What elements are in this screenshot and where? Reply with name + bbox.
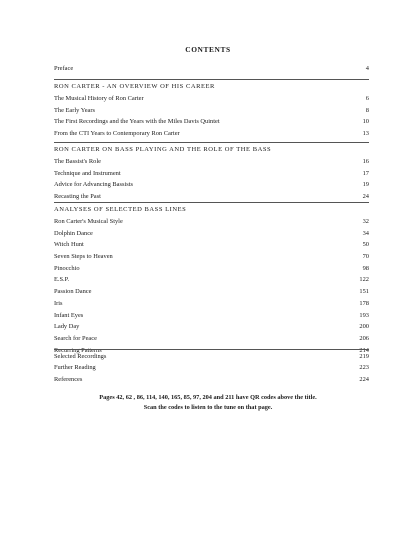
section-divider [54,79,369,80]
entry-title: Further Reading [54,364,96,372]
toc-entry [54,216,369,228]
toc-appendix [54,349,369,386]
entry-page: 6 [365,95,369,102]
section-heading: RON CARTER - AN OVERVIEW OF HIS CAREER [54,83,215,90]
entry-page: 70 [362,253,369,261]
note-line: Scan the codes to listen to the tune on that page. [143,403,273,411]
entry-title: From the CTI Years to Contemporary Ron Carter [54,130,180,138]
toc-entry [54,351,369,363]
toc-entry [54,128,369,140]
entry-page: 50 [362,241,369,249]
qr-code-note [0,393,416,412]
toc-entry [54,310,369,322]
entry-title: Iris [54,299,63,307]
toc-entry [54,228,369,240]
toc-entry [54,263,369,275]
entry-title: Recurring Patterns [54,346,102,354]
entry-title: Search for Peace [54,334,97,342]
toc-section-analyses [54,202,369,356]
entry-title: The Early Years [54,106,95,114]
contents-title: CONTENTS [185,45,231,54]
entry-page: 98 [362,264,369,272]
entry-page: 206 [359,334,369,342]
toc-entry [54,168,369,180]
toc-section-bass-playing [54,142,369,203]
entry-page: 224 [359,375,369,383]
entry-page: 200 [359,323,369,331]
section-heading: RON CARTER ON BASS PLAYING AND THE ROLE OF THE BASS [54,146,272,153]
toc-entry [54,251,369,263]
entry-title: E.S.P. [54,276,70,284]
entry-page: 178 [359,299,369,307]
entry-page: 219 [359,352,369,360]
section-divider [54,142,369,143]
entry-page: 16 [362,158,369,165]
entry-page: 8 [365,106,369,114]
toc-entry [54,93,369,105]
toc-entry [54,105,369,117]
entry-title: Infant Eyes [54,311,84,319]
entry-title: The First Recordings and the Years with the Miles Davis Quintet [54,118,220,126]
toc-entry [54,321,369,333]
toc-entry [54,191,369,203]
entry-title: Technique and Instrument [54,169,121,177]
toc-entry [54,116,369,128]
section-divider [54,202,369,203]
toc-entry [54,274,369,286]
entry-title: Witch Hunt [54,241,84,249]
entry-page: 193 [359,311,369,319]
entry-title: Dolphin Dance [54,229,93,237]
toc-entry [54,374,369,386]
toc-entry [54,286,369,298]
entry-page: 32 [362,218,369,225]
entry-title: Passion Dance [54,288,92,296]
entry-title: The Bassist's Role [54,158,101,165]
entry-page: 122 [359,276,369,284]
toc-entry [54,179,369,191]
entry-page: 24 [362,193,369,201]
entry-title: Ron Carter's Musical Style [54,218,123,225]
entry-page: 214 [359,346,369,354]
entry-title: Recasting the Past [54,193,101,201]
entry-title: Advice for Advancing Bassists [54,181,133,189]
toc-preface [54,63,369,75]
entry-page: 151 [359,288,369,296]
entry-title: Preface [54,65,74,72]
toc-entry [54,362,369,374]
toc-entry [54,333,369,345]
entry-page: 34 [362,229,369,237]
note-line: Pages 42, 62 , 86, 114, 140, 165, 85, 97, 204 and 211 have QR codes above the title. [99,394,317,401]
entry-title: Lady Day [54,323,80,331]
entry-title: Seven Steps to Heaven [54,253,113,261]
entry-title: Pinocchio [54,264,80,272]
entry-title: The Musical History of Ron Carter [54,95,144,102]
entry-page: 10 [362,118,369,126]
entry-page: 17 [362,169,369,177]
entry-page: 13 [362,130,369,138]
toc-entry [54,298,369,310]
entry-page: 223 [359,364,369,372]
entry-title: Selected Recordings [54,352,107,360]
toc-entry [54,63,369,75]
entry-page: 19 [362,181,369,189]
section-heading: ANALYSES OF SELECTED BASS LINES [54,206,187,213]
toc-entry [54,156,369,168]
entry-page: 4 [365,65,369,72]
toc-entry [54,239,369,251]
entry-title: References [54,375,83,383]
toc-section-career [54,79,369,140]
